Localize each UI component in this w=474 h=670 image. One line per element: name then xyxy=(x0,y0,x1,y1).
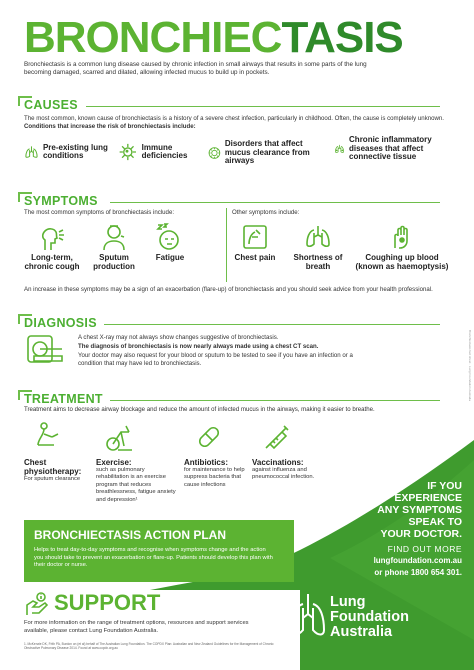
logo-line: Foundation xyxy=(330,608,409,625)
causes-text-main: The most common, known cause of bronchiectasis is a history of a severe chest infection, particularly in childhood. Often, the cause is completely unknown. xyxy=(24,115,444,122)
chest-pain-icon xyxy=(240,222,270,252)
cause-label: Disorders that affect mucus clearance from airways xyxy=(224,139,310,165)
symptom-label: Coughing up blood (known as haemoptysis) xyxy=(355,253,449,271)
title-part-a: BRONCHIEC xyxy=(24,13,282,62)
symptom-chest-pain xyxy=(230,222,280,263)
symptom-label: Shortness of breath xyxy=(293,253,343,271)
symptoms-note: An increase in these symptoms may be a sign of an exacerbation (flare-up) of bronchiectasis and you should seek advice from your health professional. xyxy=(24,286,433,293)
symptom-label: Long-term, chronic cough xyxy=(24,253,80,271)
cause-item-mucus xyxy=(208,140,330,166)
cause-label: Immune deficiencies xyxy=(141,142,188,160)
intro-text: Bronchiectasis is a common lung disease caused by chronic infection in small airways that results in some parts of the lung becoming damaged, scarred and dilated, allowing infected mucus to build up in pockets. xyxy=(24,61,367,76)
cta-line: EXPERIENCE xyxy=(394,492,462,504)
diagnosis-line3: Your doctor may also request for your blood or sputum to be tested to see if you have an infection or a condition that may have led to bronchiectasis. xyxy=(78,352,353,367)
support-desc: For more information on the range of treatment options, resources and support services available, please contact Lung Foundation Australia. xyxy=(24,620,249,634)
cilia-icon xyxy=(208,141,221,165)
cta-line: ANY SYMPTOMS xyxy=(377,504,462,516)
website-link[interactable]: lungfoundation.com.au xyxy=(373,556,462,565)
cause-item-lung-conditions xyxy=(24,140,110,164)
cta-block xyxy=(374,480,462,578)
cta-line: SPEAK TO xyxy=(408,516,462,528)
treatment-item-title: Exercise: xyxy=(96,458,132,467)
cause-label: Chronic inflammatory diseases that affect connective tissue xyxy=(349,135,432,161)
treatment-item-desc: For sputum clearance xyxy=(24,476,81,482)
symptoms-title: SYMPTOMS xyxy=(24,194,98,208)
treatment-item-title: Antibiotics: xyxy=(184,458,228,467)
inflamed-lungs-icon xyxy=(334,137,345,161)
action-plan-desc: Helps to treat day-to-day symptoms and recognise when symptoms change and the action you should take to prevent an exacerbation or flare-up. Patients should develop this plan with their doctor or nurse. xyxy=(34,547,273,569)
cause-item-inflammatory xyxy=(334,136,454,162)
title-part-b: TASIS xyxy=(281,13,403,62)
symptoms-divider xyxy=(226,208,227,282)
symptoms-bracket xyxy=(18,192,32,202)
cause-label: Pre-existing lung conditions xyxy=(42,142,108,160)
logo-lungs-icon xyxy=(290,592,326,642)
sleeping-face-icon xyxy=(155,222,185,252)
symptom-cough xyxy=(22,222,82,271)
diagnosis-line2: The diagnosis of bronchiectasis is now nearly always made using a chest CT scan. xyxy=(78,343,319,350)
phone-number[interactable]: or phone 1800 654 301. xyxy=(374,568,462,577)
cough-icon xyxy=(37,222,67,252)
causes-text-bold: Conditions that increase the risk of bronchiectasis include: xyxy=(24,123,196,130)
support-title: SUPPORT xyxy=(54,590,161,615)
symptom-sputum xyxy=(88,222,140,271)
references: 1. McKenzie DK, Frith PA, Burdon on (et al) behalf of The Australian Lung Foundation. The COPDX Plan: Australian and New Zealand Guidelines for the Management of Chronic Obstructive Pulmonary Disease 2014. Found at www.copdx.org.au xyxy=(24,642,274,651)
treatment-item-desc: against influenza and pneumococcal infection. xyxy=(252,467,315,481)
lungs-icon xyxy=(303,222,333,252)
logo-line: Australia xyxy=(330,623,393,640)
action-plan-title: BRONCHIECTASIS ACTION PLAN xyxy=(34,528,226,542)
treatment-item-title: Vaccinations: xyxy=(252,458,304,467)
treatment-item-title: Chest physiotherapy: xyxy=(24,458,82,476)
hand-blood-icon xyxy=(387,222,417,252)
ct-scanner-icon xyxy=(24,334,64,370)
info-hand-icon xyxy=(24,591,50,617)
symptom-breath xyxy=(290,222,346,271)
symptoms-rule xyxy=(110,202,440,203)
lungs-icon xyxy=(24,140,39,164)
symptom-fatigue xyxy=(146,222,194,263)
treatment-title: TREATMENT xyxy=(24,392,103,406)
symptom-haemoptysis xyxy=(352,222,452,271)
logo-text xyxy=(330,595,409,640)
lung-foundation-logo xyxy=(290,592,409,642)
sputum-icon xyxy=(99,222,129,252)
causes-rule xyxy=(86,106,440,107)
treatment-bracket xyxy=(18,390,32,400)
symptoms-other-intro: Other symptoms include: xyxy=(232,209,300,216)
diagnosis-rule xyxy=(104,324,440,325)
action-plan-box xyxy=(24,520,294,582)
symptom-label: Chest pain xyxy=(234,253,276,262)
cause-item-immune xyxy=(118,140,206,164)
find-out-more: FIND OUT MORE xyxy=(387,544,462,554)
treatment-rule xyxy=(110,400,440,401)
treatment-item-desc: such as pulmonary rehabilitation is an exercise program that reduces breathlessness, fatigue anxiety and depression¹ xyxy=(96,467,176,503)
logo-line: Lung xyxy=(330,593,366,610)
symptom-label: Fatigue xyxy=(155,253,185,262)
diagnosis-line1: A chest X-ray may not always show changes suggestive of bronchiectasis. xyxy=(78,334,279,341)
cta-line: IF YOU xyxy=(427,480,462,492)
virus-icon xyxy=(118,140,138,164)
causes-text xyxy=(24,115,444,131)
causes-bracket xyxy=(18,96,32,106)
diagnosis-title: DIAGNOSIS xyxy=(24,316,97,330)
treatment-item-desc: for maintenance to help suppress bacteria that cause infections xyxy=(184,467,245,488)
treatment-intro: Treatment aims to decrease airway blockage and reduce the amount of infected mucus in the airways, making it easier to breathe. xyxy=(24,406,375,413)
page-title xyxy=(24,14,403,62)
causes-title: CAUSES xyxy=(24,98,78,112)
diagnosis-bracket xyxy=(18,314,32,324)
symptom-label: Sputum production xyxy=(93,253,135,271)
cta-line: YOUR DOCTOR. xyxy=(380,528,462,540)
side-reference: Bronchiectasis fact sheet · Lung Foundation Australia xyxy=(468,330,472,401)
symptoms-common-intro: The most common symptoms of bronchiectasis include: xyxy=(24,209,175,216)
